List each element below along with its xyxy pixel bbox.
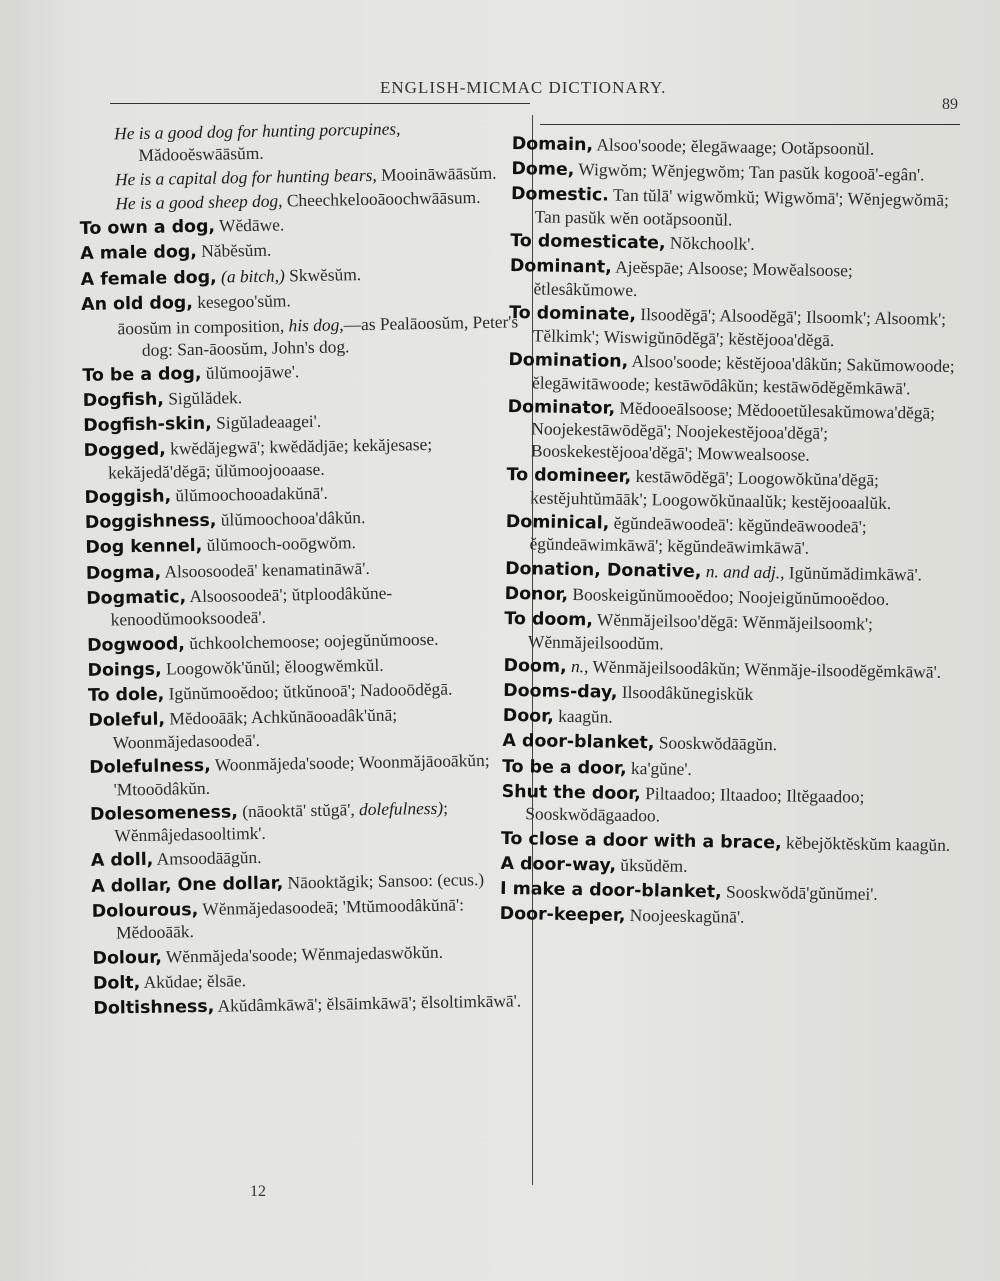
entry-definition: kĕbejŏktĕskŭm kaagŭn.: [781, 831, 951, 855]
entry-headword: Dolourous,: [91, 899, 199, 922]
entry-definition-cont: Wĕnmăjeilsoodâkŭn; Wĕnmăje-ilsoodĕgĕmkāwā'.: [588, 656, 942, 682]
entry-headword: Dominical,: [505, 511, 610, 534]
entry-headword: Dogfish,: [82, 389, 165, 411]
entry-headword: Doings,: [87, 659, 162, 681]
entry-headword: A male dog,: [80, 242, 198, 265]
entry-definition: Woonmăjeda'soode; Woonmăjāooākŭn; 'Mtooōdâkŭn.: [113, 749, 490, 799]
entry-headword: Dooms-day,: [503, 680, 618, 703]
entry-headword: Dogmatic,: [86, 586, 187, 609]
entry-headword: Dogwood,: [86, 633, 186, 656]
entry-definition: Booskeigŭnŭmooĕdoo; Noojeigŭnŭmooĕdoo.: [567, 583, 890, 609]
dictionary-entry: [92, 893, 533, 945]
dictionary-entry: [505, 511, 956, 562]
entry-headword: Dominator,: [507, 396, 616, 419]
dictionary-entry: [510, 230, 960, 260]
dictionary-entry: [512, 133, 962, 163]
entry-headword: Dominant,: [509, 256, 612, 278]
entry-italic-gloss: He is a good dog for hunting porcupines,: [113, 118, 401, 144]
dictionary-entry: [90, 796, 531, 848]
entry-headword: A doll,: [90, 850, 154, 872]
entry-italic-gloss: (a bitch,): [220, 264, 285, 287]
entry-definition: Sigŭlădek.: [163, 387, 243, 409]
entry-definition: Alsoo'soode; ĕlegāwaage; Ootăpsoonŭl.: [592, 134, 875, 159]
entry-headword: To be a dog,: [82, 363, 202, 386]
dictionary-entry: [78, 116, 519, 167]
dictionary-entry: [504, 608, 955, 659]
entry-definition: Mĕdooeālsoose; Mĕdooetŭlesakŭmowa'dĕgā; Noojekestāwōdĕgā'; Noojekestĕjooa'dĕgā'; Booskekestĕjooa'dĕgā'; Mowwealsoose.: [530, 397, 936, 465]
entry-definition: Sooskwŏdā'gŭnŭmei'.: [721, 881, 878, 904]
entry-definition: ŭlŭmooch-ooōgwŏm.: [202, 532, 357, 556]
entry-definition: kesegoo'sŭm.: [192, 290, 291, 312]
entry-definition: ŭksŭdĕm.: [615, 854, 688, 876]
entry-definition: Wĕnmăjeda'soode; Wĕnmajedaswŏkŭn.: [161, 941, 444, 967]
entry-definition: (nāooktā' stŭgā',: [237, 798, 360, 822]
entry-definition: Akŭdâmkāwā'; ĕlsāimkāwā'; ĕlsoltimkāwā'.: [214, 990, 522, 1016]
dictionary-entry: [503, 680, 953, 710]
entry-headword: A door-blanket,: [502, 731, 655, 754]
entry-definition: āoosŭm in composition,: [117, 315, 289, 339]
entry-definition: Loogowŏk'ŭnŭl; ĕloogwĕmkŭl.: [161, 654, 384, 679]
entry-definition: Ilsoodĕgā'; Alsoodĕgā'; Ilsoomk'; Alsoomk'; Tĕlkimk'; Wiswigŭnōdĕgā'; kĕstĕjooa'dĕgā.: [532, 304, 947, 350]
entry-definition-cont: Mădooĕswāāsŭm.: [138, 142, 264, 165]
entry-definition: Igŭnŭmooĕdoo; ŭtkŭnooā'; Nadooōdĕgā.: [164, 678, 453, 704]
dictionary-entry: [511, 183, 962, 234]
entry-headword: Dogma,: [85, 562, 162, 584]
left-column: [78, 116, 534, 1023]
dictionary-entry: [500, 878, 950, 908]
entry-italic-gloss: his dog,: [288, 314, 344, 336]
dictionary-entry: [505, 558, 955, 588]
entry-headword: Door-keeper,: [499, 903, 626, 926]
entry-headword: Donation, Donative,: [505, 558, 702, 582]
dictionary-entry: [503, 705, 953, 735]
entry-definition: kwĕdăjegwā'; kwĕdădjāe; kekăjesase; kekăjedă'dĕgā; ŭlŭmoojooaase.: [107, 434, 433, 483]
entry-definition: Năbĕsŭm.: [196, 239, 272, 262]
entry-headword: Domain,: [511, 133, 594, 156]
entry-headword: Domestic.: [510, 184, 610, 206]
dictionary-entry: [508, 349, 959, 400]
dictionary-entry: [502, 730, 952, 760]
entry-headword: Doleful,: [88, 709, 166, 732]
entry-definition: Piltaadoo; Iltaadoo; Iltĕgaadoo; Sooskwŏdāgaadoo.: [525, 782, 865, 826]
entry-definition: ĕgŭndeāwoodeā': kĕgŭndeāwoodeā'; ĕgŭndeāwimkāwā'; kĕgŭndeāwimkāwā'.: [529, 512, 867, 559]
entry-headword: Doggishness,: [84, 510, 217, 534]
dictionary-entry: [93, 990, 533, 1020]
page-number: 89: [942, 96, 958, 113]
entry-headword: To doom,: [504, 608, 594, 631]
entry-italic-gloss: He is a capital dog for hunting bears,: [114, 164, 377, 190]
dictionary-entry: [500, 853, 950, 883]
entry-definition: kestāwōdĕgā'; Loogowŏkŭna'dĕgā; kestĕjuhtŭmāāk'; Loogowŏkŭnaalŭk; kestĕjooaalŭk.: [530, 465, 892, 513]
dictionary-entry: [503, 655, 953, 685]
entry-headword: To domineer,: [506, 465, 632, 487]
dictionary-entry: [89, 749, 530, 801]
entry-definition: Tan tŭlā' wigwŏmkŭ; Wigwŏmā'; Wĕnjegwŏmā; Tan pasŭk wĕn ootăpsoonŭl.: [534, 184, 950, 230]
entry-definition: Sigŭladeaagei'.: [211, 410, 322, 433]
dictionary-entry: [502, 755, 952, 785]
entry-definition: ŭlŭmoojāwe'.: [201, 360, 300, 383]
entry-headword: A female dog,: [80, 267, 217, 290]
dictionary-entry: [84, 433, 525, 485]
entry-headword: Door,: [502, 706, 554, 727]
entry-definition: Wigwŏm; Wĕnjegwŏm; Tan pasŭk kogooā'-egân'.: [574, 159, 925, 185]
entry-headword: Dogfish-skin,: [83, 413, 212, 437]
entry-definition: Nŏkchoolk'.: [665, 232, 755, 254]
dictionary-entry: [509, 255, 960, 306]
entry-headword: Dolefulness,: [89, 755, 211, 778]
entry-headword: To dominate,: [509, 303, 637, 326]
entry-definition-cont: Mooināwāāsŭm.: [376, 162, 497, 185]
entry-italic-gloss: dolefulness): [358, 797, 444, 819]
entry-definition: Wĕnmăjeilsoo'dĕgā: Wĕnmăjeilsoomk'; Wĕnmăjeilsoodŭm.: [527, 609, 874, 654]
entry-definition: Noojeeskagŭnā'.: [625, 904, 745, 927]
entry-definition: Akŭdae; ĕlsāe.: [140, 970, 247, 992]
entry-definition: Ajeĕspāe; Alsoose; Mowĕalsoose; ĕtlesâkŭmowe.: [533, 256, 853, 300]
dictionary-entry: [505, 583, 955, 613]
entry-definition-cont: Skwĕsŭm.: [284, 263, 362, 285]
dictionary-entry: [88, 702, 529, 754]
entry-definition: Ilsoodâkŭnegiskŭk: [617, 681, 754, 704]
entry-definition: ŭlŭmoochooa'dâkŭn.: [216, 507, 366, 530]
dictionary-entry: [511, 158, 961, 188]
entry-headword: Doom,: [503, 655, 567, 677]
header-rule-left: [110, 103, 530, 104]
entry-headword: Shut the door,: [501, 781, 641, 804]
entry-italic-gloss: n.,: [570, 655, 589, 677]
dictionary-entry: [81, 311, 522, 362]
entry-definition: ŭlŭmoochooadakŭnā'.: [170, 482, 328, 506]
entry-headword: To own a dog,: [79, 216, 216, 240]
dictionary-entry: [507, 396, 958, 469]
entry-headword: Domination,: [508, 349, 629, 372]
dictionary-entry: [509, 302, 960, 353]
running-head: ENGLISH-MICMAC DICTIONARY.: [380, 78, 667, 97]
entry-definition: Amsoodāāgŭn.: [153, 847, 262, 870]
entry-headword: An old dog,: [80, 292, 194, 315]
entry-headword: To be a door,: [501, 756, 627, 779]
dictionary-entry: [500, 903, 950, 933]
entry-definition-cont: —as Pealāoosŭm, Peter's dog: San-āoosŭm, John's dog.: [141, 311, 519, 360]
entry-headword: Donor,: [504, 583, 569, 605]
entry-definition: Wĕnmăjedasoodeā; 'Mtŭmoodâkŭnā': Mĕdooāāk.: [115, 894, 465, 943]
entry-headword: Dolesomeness,: [89, 802, 239, 825]
entry-headword: A dollar, One dollar,: [91, 873, 284, 897]
entry-headword: Doltishness,: [93, 996, 215, 1019]
entry-definition: Alsoo'soode; kĕstĕjooa'dâkŭn; Sakŭmowoode; ĕlegāwitāwoode; kestāwōdâkŭn; kestāwōdĕgĕmkāwā'.: [531, 350, 955, 398]
entry-definition-cont: ; Wĕnmâjedasooltimk'.: [114, 797, 449, 846]
entry-headword: To close a door with a brace,: [500, 828, 782, 853]
entry-definition: Alsoosoodeā' kenamatināwā'.: [160, 557, 370, 582]
entry-headword: Doggish,: [84, 486, 172, 508]
entry-definition: Alsoosoodeā'; ŭtploodâkŭne-kenoodŭmooksoodeā'.: [110, 582, 393, 630]
dictionary-entry: [506, 464, 957, 515]
entry-definition: Wĕdāwe.: [214, 214, 285, 236]
entry-headword: Dogged,: [83, 439, 167, 462]
dictionary-entry: [501, 827, 951, 857]
entry-definition: ka'gŭne'.: [626, 757, 693, 779]
entry-italic-gloss: He is a good sheep dog,: [115, 190, 283, 214]
entry-definition-cont: Igŭnŭmădimkāwā'.: [784, 561, 923, 585]
entry-headword: I make a door-blanket,: [499, 878, 722, 903]
entry-definition: Mĕdooāāk; Achkŭnāooadâk'ŭnā; Woonmăjedasoodeā'.: [112, 704, 398, 753]
dictionary-entry: [86, 580, 527, 632]
entry-definition: Sooskwŏdāāgŭn.: [654, 732, 778, 755]
entry-headword: Dog kennel,: [85, 536, 203, 559]
right-column: [500, 133, 962, 935]
entry-definition: ŭchkoolchemoose; oojegŭnŭmoose.: [184, 628, 439, 653]
entry-headword: To domesticate,: [510, 231, 666, 254]
signature-mark: 12: [250, 1183, 266, 1200]
entry-italic-gloss: n. and adj.,: [705, 560, 785, 582]
entry-definition: Nāooktăgik; Sansoo: (ecus.): [283, 868, 485, 893]
entry-headword: Dome,: [511, 159, 575, 181]
entry-headword: Dolour,: [92, 947, 163, 969]
entry-headword: A door-way,: [500, 853, 617, 876]
dictionary-entry: [501, 781, 952, 832]
entry-headword: Dolt,: [92, 972, 141, 994]
header-rule-right: [540, 124, 960, 125]
entry-definition-cont: Cheechkelooāoochwāāsum.: [282, 186, 481, 211]
entry-headword: To dole,: [87, 684, 165, 706]
entry-definition: kaagŭn.: [553, 705, 613, 727]
